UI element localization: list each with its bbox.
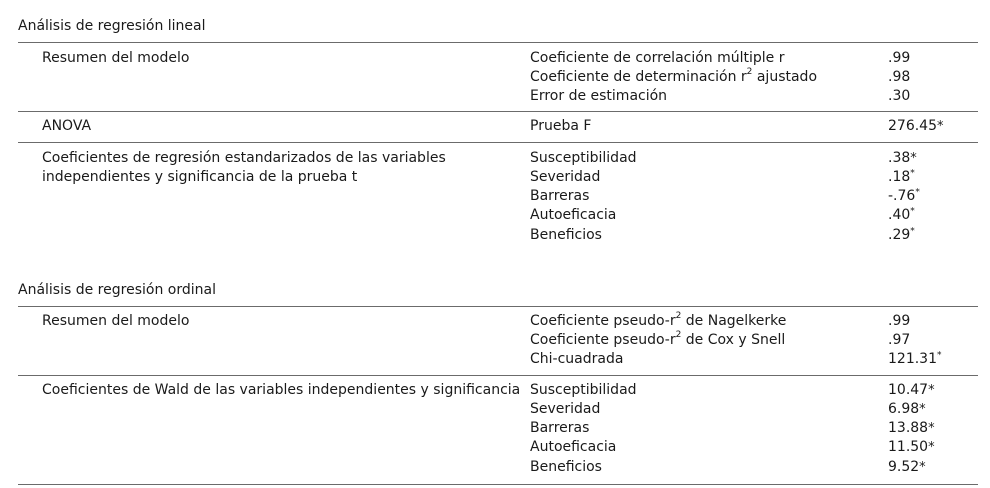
linear-coef-number: .40 — [888, 207, 911, 223]
anova-f-value — [888, 117, 944, 136]
wald-number: 13.88 — [888, 420, 929, 436]
wald-name: Autoeficacia — [530, 439, 617, 455]
coxsnell-label-post: de Cox y Snell — [681, 332, 786, 348]
linear-coef-name: Barreras — [530, 188, 590, 204]
anova-f-mark: * — [937, 119, 944, 134]
linear-coef-mark: * — [910, 206, 915, 217]
linear-coef-mark: * — [910, 168, 915, 179]
ordinal-section-title: Análisis de regresión ordinal — [18, 282, 216, 298]
wald-value — [888, 438, 935, 457]
linear-coef-rule — [18, 142, 978, 143]
linear-top-rule — [18, 42, 978, 43]
wald-value — [888, 419, 935, 438]
linear-se-value: .30 — [888, 88, 911, 104]
wald-mark: * — [919, 402, 926, 417]
linear-coef-number: .29 — [888, 227, 911, 243]
linear-coef-label-line2: independientes y significancia de la prueba t — [42, 169, 358, 185]
linear-coef-value — [888, 187, 920, 206]
nagelkerke-label-post: de Nagelkerke — [681, 313, 787, 329]
linear-coef-number: .18 — [888, 169, 911, 185]
wald-number: 10.47 — [888, 382, 929, 398]
wald-name: Severidad — [530, 401, 601, 417]
linear-r2-label — [530, 68, 817, 87]
linear-anova-rule — [18, 111, 978, 112]
chi-label: Chi-cuadrada — [530, 351, 624, 367]
wald-name: Beneficios — [530, 459, 602, 475]
linear-r2-label-sup: 2 — [746, 67, 753, 78]
linear-r2-label-post: ajustado — [752, 69, 818, 85]
ordinal-wald-rule — [18, 375, 978, 376]
linear-coef-label-line1: Coeficientes de regresión estandarizados de las variables — [42, 150, 446, 166]
ordinal-model-summary-label: Resumen del modelo — [42, 313, 190, 329]
ordinal-bottom-rule — [18, 484, 978, 485]
anova-label: ANOVA — [42, 118, 92, 134]
chi-mark: * — [937, 350, 942, 361]
coxsnell-label — [530, 331, 785, 350]
nagelkerke-label-pre: Coeficiente pseudo-r — [530, 313, 676, 329]
linear-coef-name: Beneficios — [530, 227, 602, 243]
wald-mark: * — [928, 383, 935, 398]
ordinal-top-rule — [18, 306, 978, 307]
linear-coef-name: Autoeficacia — [530, 207, 617, 223]
linear-model-summary-label: Resumen del modelo — [42, 50, 190, 66]
linear-coef-number: -.76 — [888, 188, 916, 204]
linear-coef-value — [888, 149, 917, 168]
linear-r-label: Coeficiente de correlación múltiple r — [530, 50, 785, 66]
linear-coef-name: Susceptibilidad — [530, 150, 637, 166]
wald-mark: * — [928, 440, 935, 455]
linear-coef-mark: * — [910, 226, 915, 237]
wald-mark: * — [919, 460, 926, 475]
linear-coef-mark: * — [915, 187, 920, 198]
wald-name: Barreras — [530, 420, 590, 436]
anova-f-number: 276.45 — [888, 118, 937, 134]
linear-coef-number: .38 — [888, 150, 911, 166]
coxsnell-label-pre: Coeficiente pseudo-r — [530, 332, 676, 348]
wald-number: 9.52 — [888, 459, 920, 475]
coxsnell-value: .97 — [888, 332, 911, 348]
chi-number: 121.31 — [888, 351, 937, 367]
linear-coef-value — [888, 168, 915, 187]
linear-section-title: Análisis de regresión lineal — [18, 18, 206, 34]
linear-r2-value: .98 — [888, 69, 911, 85]
chi-value — [888, 350, 942, 369]
linear-coef-mark: * — [910, 151, 917, 166]
anova-f-label: Prueba F — [530, 118, 592, 134]
wald-value — [888, 381, 935, 400]
wald-label: Coeficientes de Wald de las variables independientes y significancia — [42, 382, 521, 398]
linear-r-value: .99 — [888, 50, 911, 66]
linear-coef-name: Severidad — [530, 169, 601, 185]
wald-mark: * — [928, 421, 935, 436]
nagelkerke-value: .99 — [888, 313, 911, 329]
wald-number: 11.50 — [888, 439, 929, 455]
linear-coef-value — [888, 206, 915, 225]
wald-name: Susceptibilidad — [530, 382, 637, 398]
linear-r2-label-pre: Coeficiente de determinación r — [530, 69, 747, 85]
wald-value — [888, 458, 926, 477]
nagelkerke-label — [530, 312, 786, 331]
wald-value — [888, 400, 926, 419]
nagelkerke-label-sup: 2 — [675, 311, 682, 322]
wald-number: 6.98 — [888, 401, 920, 417]
linear-se-label: Error de estimación — [530, 88, 668, 104]
linear-coef-value — [888, 226, 915, 245]
coxsnell-label-sup: 2 — [675, 330, 682, 341]
